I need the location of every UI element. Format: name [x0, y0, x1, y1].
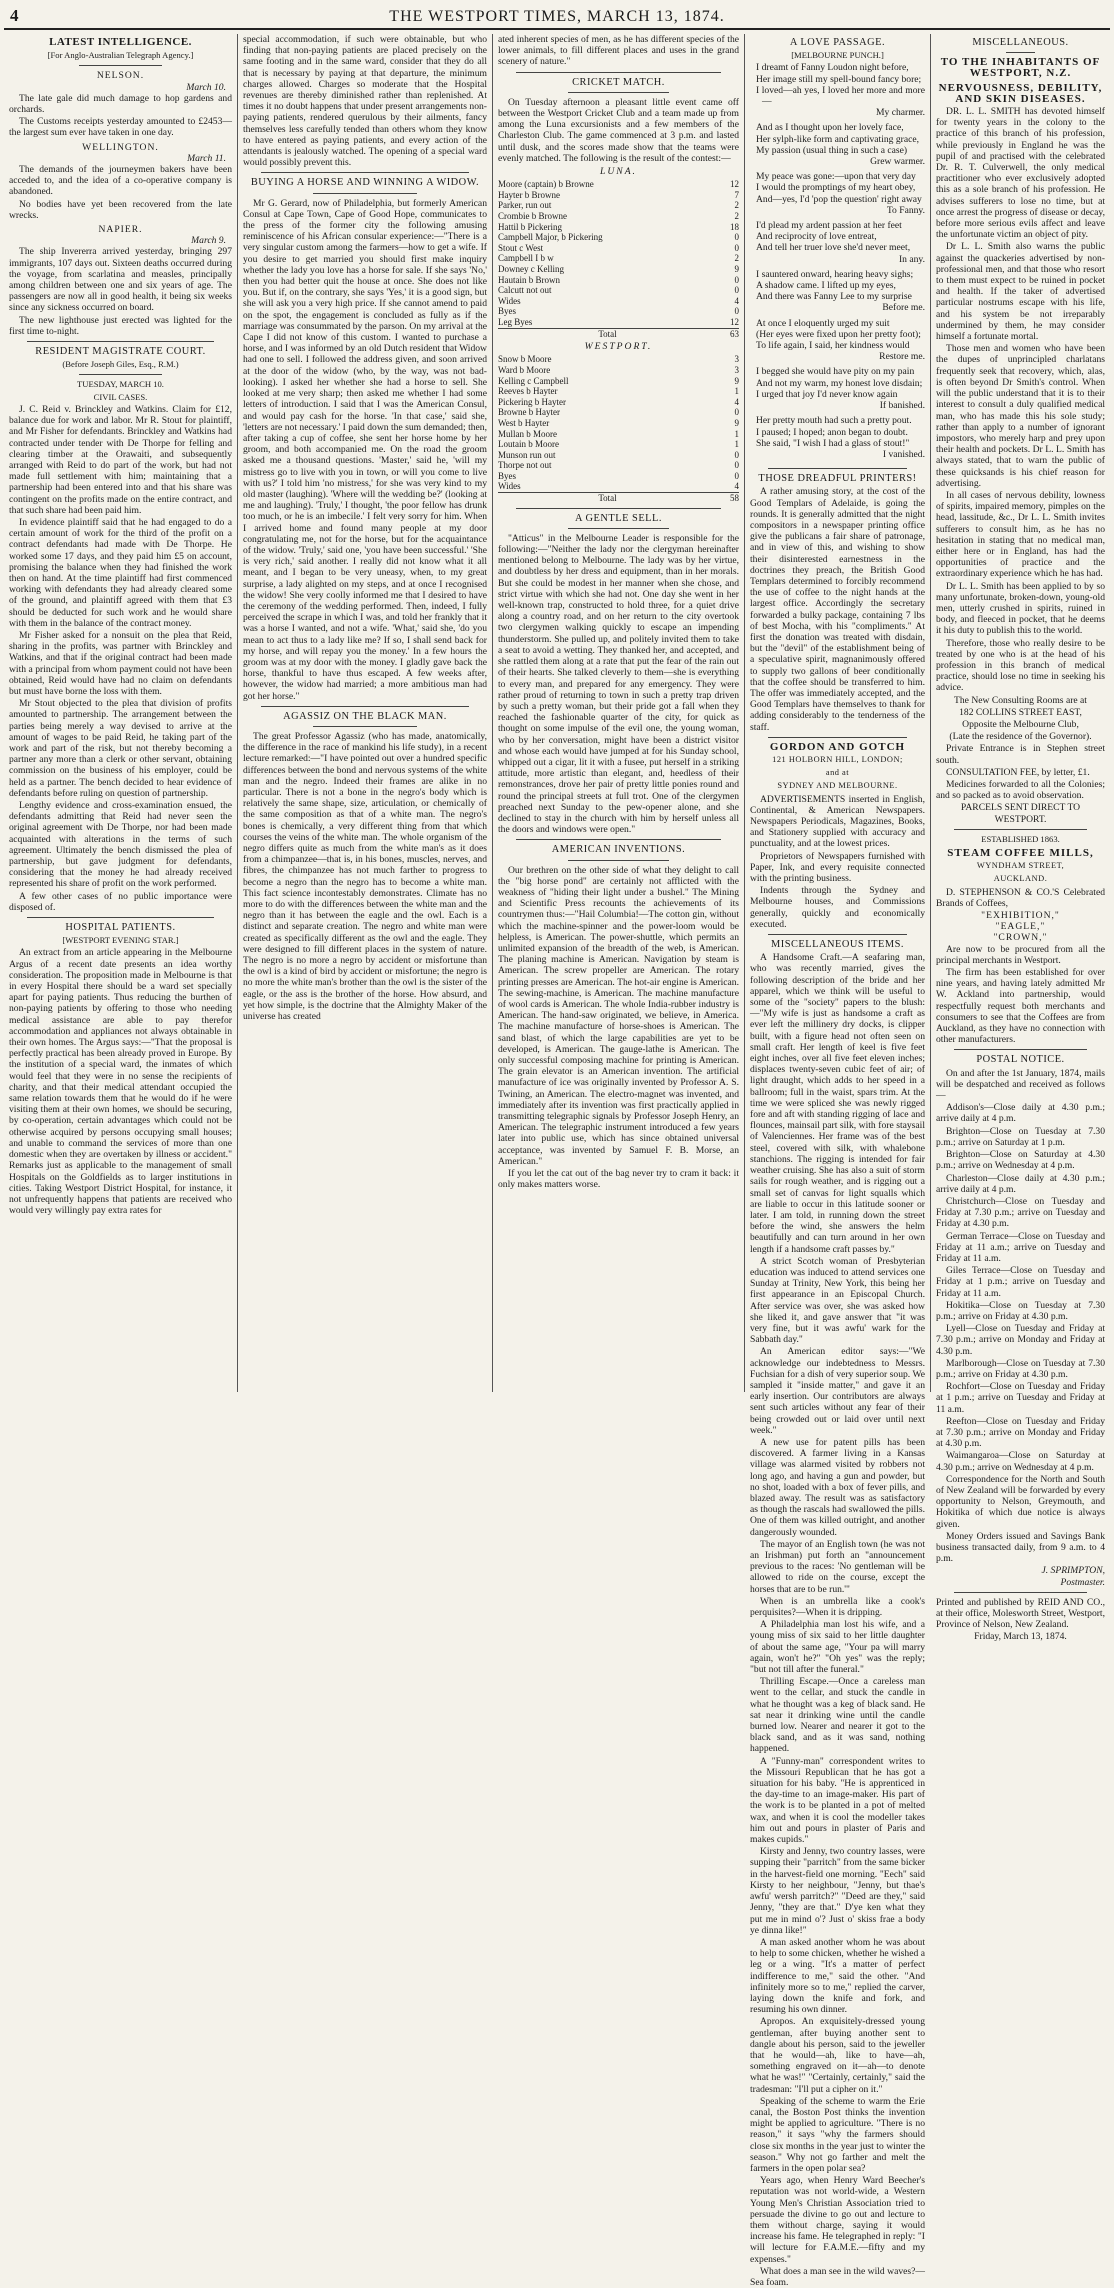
paragraph: DR. L. L. SMITH has devoted himself for twenty years in the colony to the practice of this branch of his profession, while previously in England he was the pupil of and practised with the celebrated Dr. R. T. Culverwell, the only medical practitioner who ever exclusively adopted this as a sole branch of his profession. He advises sufferers to lose no time, but at once arrest the progress of disease or decay, before more serious evils affect and leave the unfortunate victim an object of pity.	[936, 106, 1105, 241]
scorecard-row	[498, 232, 739, 243]
paragraph: Mr G. Gerard, now of Philadelphia, but formerly American Consul at Cape Town, Cape of Good Hope, communicates to the press of the former city the following amusing reminiscence of his African consular experience:—"There is a very singular custom among the farmers—how to get a wife. If you desire to get married you should first make inquiry whether the lady you love has a horse for sale. If she says 'No,' then you had better quit the house at once. She does not like you. But if, on the contrary, she says 'Yes,' it is a good sign, but she will ask you a very high price. If she cannot amend to paid on the spot, the engagement is concluded as fully as if the marriage was consummated by the parson. On my arrival at the Cape I did not know of this custom. I wanted to purchase a horse, and I was informed by an old Dutch resident that Widow had one to sell. I followed the address given, and soon arrived at the door of the widow (who, by the way, was not bad-looking). I asked her whether she had a horse to sell. She looked at me very sharp; then asked me whether I had some letters of introduction. I said that I was the American Consul, and would pay cash for the horse. 'In that case,' said she, 'letters are not necessary.' I paid down the sum demanded; then, after taking a cup of coffee, she sent her horse home by her groom, and both accompanied me. On the road the groom asked me a thousand questions. 'Master,' said he, 'will my mistress go to live with you in town, or will you come to live with us?' I told him 'no mistress,' for she was very kind to my old master (laughing). 'Where will the wedding be?' (looking at me and laughing). 'Truly,' I thought, 'the poor fellow has drunk too much, or he is an imbecile.' I felt very sorry for him. When I arrived home and found many people at my door congratulating me, not for the horse, but for the acquaintance of the widow. 'Truly,' said one, 'you have been successful.' 'She is very rich,' said another. I really did not know what it all meant, and I began to be very uneasy, when, to my great surprise, a lady alighted on my steps, and at once I recognised the widow! She very coolly informed me that I desired to have the ceremony of the wedding performed. Then, indeed, I fully perceived the scrape in which I was, and told her frankly that it was a horse I wanted, and not a wife. 'What,' said she, 'do you mean to act thus to a lady like me? If so, I shall send back for my horse, and will repay you the money.' In a few hours the groom was at my door with the money. I gladly gave back the horse, thankful to have thus escaped. A few weeks after, however, the widow had married; a more ambitious man had got her horse."	[243, 197, 487, 702]
paragraph: A strict Scotch woman of Presbyterian education was induced to attend services one Sunday at Trinity, New York, this being her first appearance in an Episcopal Church. After service was over, she was asked how she liked it, and gave answer that "it was very fine, but it was awfu' wark for the Sabbath day."	[750, 1255, 925, 1346]
paragraph: A few other cases of no public importance were disposed of.	[9, 890, 232, 913]
paragraph: Proprietors of Newspapers furnished with Paper, Ink, and every requisite connected with the printing business.	[750, 850, 925, 885]
runs: 1	[734, 386, 739, 397]
batsman: Parker, run out	[498, 200, 552, 211]
poem-line: I would the promptings of my heart obey,	[756, 182, 916, 194]
paragraph: When is an umbrella like a cook's perquisites?—When it is dripping.	[750, 1595, 925, 1619]
scorecard-row	[498, 386, 739, 397]
poem-line: And there was Fanny Lee to my surprise	[756, 291, 912, 303]
poem-line: And tell her truer love she'd never meet,	[756, 242, 911, 254]
paragraph: Apropos. An exquisitely-dressed young gentleman, after buying another sent to dangle about his person, said to the jeweller that he would—ah, like to have—ah, something engraved on it—ah—to denote what he was!" "Certainly, certainly," said the tradesman: "I'll put a cipher on it."	[750, 2016, 925, 2095]
scorecard-row	[498, 317, 739, 328]
poem-line: I'd plead my ardent passion at her feet	[756, 220, 902, 232]
batsman: Leg Byes	[498, 316, 533, 327]
rm-court-cases: CIVIL CASES.	[93, 391, 148, 402]
heading-rm-court: RESIDENT MAGISTRATE COURT.	[35, 346, 206, 358]
paragraph: Private Entrance is in Stephen street south.	[936, 743, 1105, 766]
coffee-brand: "EXHIBITION,"	[981, 910, 1060, 922]
telegraph-agency-note: [For Anglo-Australian Telegraph Agency.]	[47, 50, 194, 61]
batsman: Pickering b Hayter	[498, 396, 566, 407]
postal-entry: Brighton—Close on Saturday at 4.30 p.m.; arrive on Wednesday at 4 p.m.	[936, 1149, 1105, 1172]
divider	[768, 468, 907, 469]
batsman: Ward b Moore	[498, 364, 551, 375]
poem	[750, 62, 925, 464]
batsman: Reeves b Hayter	[498, 386, 558, 397]
batsman: Browne b Hayter	[498, 407, 560, 418]
paragraph: A "Funny-man" correspondent writes to the Missouri Republican that he has got a situation for his baby. "He is apprenticed in the day-time to an image-maker. His part of the work is to be planted in a pot of melted wax, and when it is cool the modeller takes him out and pours in plaster of Paris and makes cupids."	[750, 1755, 925, 1846]
runs: 7	[734, 189, 739, 200]
divider	[79, 374, 162, 375]
paragraph: Mr Stout objected to the plea that division of profits amounted to partnership. The arrangement between the parties being merely a way devised to arrive at the amount of wages to be paid Reid, he taking part of the work and part of the risk, but not thereby becoming a partner any more than a clerk or other servant, obtaining commission on the business of his employer, could be held as a partner. The bench decided to hear evidence of defendants before ruling on question of partnership.	[9, 698, 232, 799]
scorecard-row	[498, 354, 739, 365]
paragraph: A Handsome Craft.—A seafaring man, who was recently married, gives the following description of the bride and her apparel, which we think will be useful to some of the "society" papers to the blush:—"My wife is just as handsome a craft as ever left the millinery dry docks, is clipper built, with a figure head not often seen on small craft. Her length of keel is five feet eight inches, over all five feet eleven inches; displaces twenty-seven cubic feet of air; of light draught, which adds to her speed in a ballroom; full in the waist, spars trim. At the time we were spliced she was newly rigged fore and aft with standing rigging of lace and flounces, mainsail part silk, with fore staysail of Valenciennes. Her frame was of the best steel, covered with silk, with whalebone stanchions. The rigging is intended for fair weather cruising. She has also a suit of storm sails for rough weather, and is rigging out a small set of canvas for light squalls which are liable to occur in this latitude sooner or later. I am told, in running down the street before the wind, she answers the helm beautifully and can turn around in her own length if a handsome craft passes by."	[750, 952, 925, 1255]
paragraph: What does a man see in the wild waves?—Sea foam.	[750, 2265, 925, 2288]
scorecard-row	[498, 200, 739, 211]
paragraph: J. C. Reid v. Brinckley and Watkins. Claim for £12, balance due for work and labor. Mr R. Stout for plaintiff, and Mr Fisher for defendants. Brinckley and Watkins had contracted under tender with De Thorpe for felling and clearing timber at the Orawaiti, and subsequently arranged with Reid to do part of the work, but had not made full settlement with him; maintaining that a partnership had been entered into and that his share was contingent on the profits made on the entire contract, and that such share had been paid him.	[9, 403, 232, 516]
scorecard-row	[498, 222, 739, 233]
paragraph: If you let the cat out of the bag never try to cram it back: it only makes matters worse.	[498, 1168, 739, 1191]
coffee-brand: "EAGLE,"	[995, 921, 1046, 933]
postal-entry: Charleston—Close daily at 4.30 p.m.; arrive daily at 4 p.m.	[936, 1172, 1105, 1195]
runs: 0	[734, 285, 739, 296]
paragraph: Those men and women who have been the dupes of unprincipled charlatans frequently seek that recovery, which, alas, is often beyond Dr Smith's control. When will the public understand that it is to their interest to consult a duly qualified medical man, who has made this his sole study; rather than apply to a number of ignorant impostors, who merely harp and prey upon their health and pockets. Dr L. L. Smith has always stated, that to warn the public of these quicksands is his chief reason for advertising.	[936, 343, 1105, 489]
paragraph: Medicines forwarded to all the Colonies; and so packed as to avoid observation.	[936, 779, 1105, 802]
batsman: Wides	[498, 295, 521, 306]
divider	[313, 726, 417, 727]
batsman: Calcutt not out	[498, 285, 552, 296]
masthead	[4, 4, 1110, 30]
scorecard-row	[498, 460, 739, 471]
scorecard-row	[498, 306, 739, 317]
paragraph: The New Consulting Rooms are at	[954, 694, 1087, 706]
date-nelson: March 10.	[186, 81, 226, 93]
batsman: Snow b Moore	[498, 354, 552, 365]
batsman: Hautain b Brown	[498, 274, 560, 285]
postal-entry: Lyell—Close on Tuesday and Friday at 7.30 p.m.; arrive on Monday and Friday at 4.30 p.m.	[936, 1323, 1105, 1357]
poem-line: Her sylph-like form and captivating grace,	[756, 133, 920, 145]
coffee-mills-street: WYNDHAM STREET,	[976, 861, 1065, 871]
paragraph: The firm has been established for over nine years, and having lately admitted Mr W. Ackland into partnership, would respectfully request both merchants and consumers to see that the Coffees are from Auckland, as they have no connection with other manufacturers.	[936, 967, 1105, 1046]
heading-buying-horse: BUYING A HORSE AND WINNING A WIDOW.	[250, 177, 480, 189]
runs: 1	[734, 439, 739, 450]
paragraph: ADVERTISEMENTS inserted in English, Continental, & American Newspapers. Newspapers Periodicals, Magazines, Books, and Stationery supplied with accuracy and punctuality, and at the lowest prices.	[750, 793, 925, 850]
paragraph: Lengthy evidence and cross-examination ensued, the defendants admitting that Reid had never seen the original agreement with De Thorpe, nor had been made acquainted with alterations in the terms of such agreement. Ultimately the bench dismissed the plea of partnership, but gave judgment for defendants, considering that the money he had already received represented his share of profit on the work performed.	[9, 800, 232, 890]
paragraph: In all cases of nervous debility, lowness of spirits, impaired memory, pimples on the head, lassitude, &c., Dr L. L. Smith invites sufferers to consult him, as he has no hesitation in stating that no medical man, either here or in England, has had the opportunities of practice and the extraordinary experience which he has had.	[936, 489, 1105, 580]
divider	[27, 917, 214, 918]
batsman: Loutain b Moore	[498, 439, 559, 450]
poem-line: Her pretty mouth had such a pretty pout.	[756, 415, 912, 427]
scorecard-row	[498, 407, 739, 418]
inhabitants-title: TO THE INHABITANTS OF WESTPORT, N.Z.	[940, 56, 1101, 80]
scorecard-row	[498, 376, 739, 387]
poem-line: I begged she would have pity on my pain	[756, 366, 915, 378]
batsman: Hayter b Browne	[498, 189, 560, 200]
poem-line: I sauntered onward, hearing heavy sighs;	[756, 268, 914, 280]
heading-hospital-patients: HOSPITAL PATIENTS.	[65, 922, 176, 934]
runs: 12	[730, 179, 739, 190]
paragraph: Are now to be procured from all the principal merchants in Westport.	[936, 943, 1105, 966]
paragraph: On and after the 1st January, 1874, mails will be despatched and received as follows—	[936, 1067, 1105, 1102]
postal-entry: Reefton—Close on Tuesday and Friday at 7.30 p.m.; arrive on Monday and Friday at 4.30 p.m.	[936, 1415, 1105, 1450]
divider	[313, 193, 417, 194]
runs: 4	[734, 396, 739, 407]
heading-miscellaneous: MISCELLANEOUS.	[972, 37, 1069, 48]
coffee-brand: "CROWN,"	[993, 932, 1048, 944]
paragraph: Thrilling Escape.—Once a careless man went to the cellar, and stuck the candle in what he thought was a keg of black sand. He sat near it drinking wine until the candle burned low. Nearer and nearer it got to the black sand, and as it was sand, nothing happened.	[750, 1676, 925, 1755]
batsman: Stout c West	[498, 242, 544, 253]
paragraph: A Philadelphia man lost his wife, and a young miss of six said to her little daughter of about the same age, "Your pa will marry again, won't he?" "Oh yes" was the reply; "but not till after the funeral."	[750, 1619, 925, 1676]
scorecard-westport	[498, 354, 739, 503]
scorecard-row	[498, 253, 739, 264]
batsman: Hattil b Pickering	[498, 221, 562, 232]
poem-line: At once I eloquently urged my suit	[756, 317, 890, 329]
smith-address: 182 COLLINS STREET EAST,	[959, 706, 1082, 718]
scorecard-row	[498, 264, 739, 275]
poem-line: A shadow came. I lifted up my eyes,	[756, 280, 896, 292]
divider	[568, 528, 669, 529]
heading-american-inventions: AMERICAN INVENTIONS.	[551, 844, 686, 856]
postal-schedule	[936, 1102, 1105, 1473]
paragraph: Indents through the Sydney and Melbourne houses, and Commissions generally, quickly and economically executed.	[750, 885, 925, 930]
paragraph: Correspondence for the North and South of New Zealand will be forwarded by every opportunity to Nelson, Greymouth, and Hokitika of which due notice is always given.	[936, 1473, 1105, 1530]
postal-entry: Christchurch—Close on Tuesday and Friday at 7.30 p.m.; arrive on Tuesday and Friday at 4.30 p.m.	[936, 1195, 1105, 1230]
poem-line: To life again, I said, her kindness would	[756, 340, 910, 352]
coffee-brands	[936, 910, 1105, 944]
poem-line: To Fanny.	[886, 204, 925, 216]
total-label: Total	[498, 493, 717, 504]
page-number: 4	[10, 6, 19, 25]
paragraph: An extract from an article appearing in the Melbourne Argus of a recent date presents an idea worthy consideration. The proposition made in Melbourne is that in every Hospital there should be a ward set specially apart for paying patients. Thus reducing the burthen of non-paying patients by offering to those who needing medical assistance are able to pay therefor accommodation and appliances not always obtainable in their own homes. The Argus says:—"That the proposal is perfectly practical has been already proved in Europe. By the institution of a special ward, the inmates of which would feel that they were in no sense the recipients of charity, and that their medical attendant occupied the same relation towards them that he would do if he were visiting them at their own homes, we should be securing, by co-operation, certain advantages which could not be otherwise acquired by persons occupying small houses; and unable to command the services of more than one domestic when they are overtaken by illness or accident." Remarks just as applicable to the management of small Hospitals on the Goldfields as to larger institutions in cities. Taking Westport District Hospital, for instance, it not unfrequently happens that patients are received who would very willingly pay extra rates for	[9, 947, 232, 1217]
imprint: Printed and published by REID AND CO., at their office, Molesworth Street, Westport, Province of Nelson, New Zealand.	[936, 1596, 1105, 1631]
paragraph: Opposite the Melbourne Club,	[962, 718, 1079, 730]
rm-court-date: TUESDAY, MARCH 10.	[77, 379, 164, 390]
dateline-wellington: WELLINGTON.	[82, 141, 159, 153]
scorecard-row	[498, 243, 739, 254]
batsman: Byes	[498, 470, 516, 481]
scorecard-row	[498, 179, 739, 190]
postal-entry: Hokitika—Close on Tuesday at 7.30 p.m.; arrive on Friday at 4.30 p.m.	[936, 1299, 1105, 1322]
poem-line: If banished.	[879, 400, 925, 412]
runs: 3	[734, 364, 739, 375]
poem-line: My charmer.	[875, 107, 925, 119]
heading-love-passage: A LOVE PASSAGE.	[789, 37, 886, 48]
divider	[954, 1592, 1087, 1593]
coffee-mills-title: STEAM COFFEE MILLS,	[947, 847, 1094, 860]
paragraph: PARCELS SENT DIRECT TO WESTPORT.	[960, 802, 1081, 825]
hospital-source: [WESTPORT EVENING STAR.]	[62, 935, 179, 946]
poem-line: In any.	[898, 253, 925, 265]
divider	[261, 706, 469, 707]
paragraph: The new lighthouse just erected was lighted for the first time to-night.	[9, 314, 232, 337]
postal-entry: Waimangaroa—Close on Saturday at 4.30 p.m.; arrive on Wednesday at 4 p.m.	[936, 1450, 1105, 1473]
masthead-title: THE WESTPORT TIMES, MARCH 13, 1874.	[389, 8, 725, 25]
batsman: Crombie b Browne	[498, 211, 567, 222]
poem-line: My passion (usual thing in such a case)	[756, 144, 908, 156]
runs: 0	[734, 470, 739, 481]
batsman: Wides	[498, 481, 521, 492]
scorecard-row	[498, 481, 739, 492]
heading-agassiz: AGASSIZ ON THE BLACK MAN.	[283, 710, 447, 722]
runs: 0	[734, 306, 739, 317]
paragraph: On Tuesday afternoon a pleasant little event came off between the Westport Cricket Club and a team made up from among the Luna excursionists and a few members of the Charleston Club. The game commenced at 3 p.m. and lasted until dusk, and the scores made show that the teams were evenly matched. The following is the result of the contest:—	[498, 96, 739, 164]
column-5	[930, 34, 1110, 1643]
batsman: Mullan b Moore	[498, 428, 557, 439]
batsman: Moore (captain) b Browne	[498, 179, 594, 190]
runs: 4	[734, 481, 739, 492]
column-4	[744, 34, 930, 2288]
paragraph: No bodies have yet been recovered from the late wrecks.	[9, 198, 232, 221]
scorecard-row	[498, 418, 739, 429]
date-wellington: March 11.	[187, 152, 226, 164]
paragraph: The great Professor Agassiz (who has made, anatomically, the difference in the race of mankind his life study), in a recent lecture remarked:—"I have pointed out over a hundred specific differences between the bond and nervous systems of the white man and the negro. Indeed their frames are alike in no particular. There is not a bone in the negro's body which is relatively the same shape, size, articulation, or chemically of the same composition as that of a white man. The negro's bones is chemically, a very different thing from that which courses the veins of the white man. The whole organism of the negro differs quite as much from the white man's as it does from a chimpanzee—that is, in his bones, muscles, nerves, and fibres, the chimpanzee has not much farther to progress to become a negro than the negro has to become a white man. This fact science incontestably demonstrates. Climate has no more to do with the differences between the white man and the negro than it has between the eagle and the owl. Each is a distinct and separate creation. The negro and white man were created as specifically different as the owl and the eagle. They were designed to fill different places in the system of nature. The negro is no more a negro by accident or misfortune than the owl is a kind of bird by accident or misfortune; the negro is no more the white man's brother than the owl is the sister of the eagle, or the ass is the brother of the horse. How absurd, and yet how simple, is the doctrine that the Almighty Maker of the universe has created	[243, 730, 487, 1023]
heading-cricket-match: CRICKET MATCH.	[572, 76, 665, 88]
heading-gentle-sell: A GENTLE SELL.	[575, 512, 662, 524]
runs: 0	[734, 449, 739, 460]
batsman: West b Hayter	[498, 417, 550, 428]
divider	[261, 172, 469, 173]
scorecard-row	[498, 450, 739, 461]
heading-dreadful-printers: THOSE DREADFUL PRINTERS!	[758, 473, 917, 485]
poem-line: Grew warmer.	[870, 156, 925, 168]
paragraph: "Atticus" in the Melbourne Leader is responsible for the following:—"Neither the lady nor the clergyman hereinafter mentioned belong to Melbourne. The lady was by her virtue, and doubtless by her dress and equipment, than in her morals. But she could be modest in her manner when she chose, and strict virtue with which she had not. One day she went in her well-known trap, constructed to hold three, for a quiet drive along a country road, and on her return to the city overtook two clergymen walking quickly to escape an impending thunderstorm. She pulled up, and politely invited them to take a seat to avoid a wetting. They thanked her, and accepted, and she rattled them along at a rate that put the fear of the rain out of their hearts. She talked cleverly to them—she is everything to every man, and prepared for any emergency. They were rather proud of returning to town in such a pretty trap driven by such a pretty woman, but their pride got a fall when they reached the fashionable quarter of the city, for quick as thought on some impulse of the evil one, the young woman, who by her conversation, might have been a district visitor and whose each would have jumped at for his Sunday school, whipped out a cigar, lit it with a fusee, put herself in a striking attitude, more artistic than elegant, and, heedless of their remonstrances, drove her pair of pretty little ponies round and round the principal streets at full trot. One of the clergymen preached next Sunday to the pew-opener alone, and she declined to stay in the church with him by herself unless all the doors and windows were open."	[498, 532, 739, 836]
gordon-gotch-title: GORDON AND GOTCH	[769, 740, 906, 753]
divider	[768, 737, 907, 738]
poem-line: And not my warm, my honest love disdain;	[756, 377, 923, 389]
scorecard-row	[498, 365, 739, 376]
runs: 9	[734, 375, 739, 386]
nervousness-title: NERVOUSNESS, DEBILITY, AND SKIN DISEASES.	[938, 81, 1103, 105]
paragraph: A rather amusing story, at the cost of the Good Templars of Adelaide, is going the rounds. It is generally admitted that the night compositors in a newspaper printing office give the publicans a fair share of patronage, and in view of this, and wishing to show their disinterested earnestness in the doctrines they preach, the British Good Templars determined to forcibly recommend the use of coffee to the night hands at the largest office. Accordingly the secretary forwarded a bulky package, containing 7 lbs of best Mocha, with his "compliments." At first the donation was treated with disdain, but the "devil" of the establishment being of a speculative spirit, magnanimously offered to supply two gallons of beer conditionally that the coffee should be transferred to him. The offer was immediately accepted, and the Good Templars have themselves to thank for adding considerably to the tenderness of the staff.	[750, 486, 925, 733]
runs: 0	[734, 274, 739, 285]
love-passage-source: [MELBOURNE PUNCH.]	[791, 50, 884, 61]
paragraph: Speaking of the scheme to warm the Erie canal, the Boston Post thinks the invention might be applied to agriculture. "There is no reason," it says "why the farmers should close six months in the year just to winter the season." Why not go farther and melt the farmers in the open polar sea?	[750, 2095, 925, 2174]
paragraph: An American editor says:—"We acknowledge our indebtedness to Messrs. Fuchsian for a dish of very superior soup. We sampled it "inside matter," and gave it an early insertion. Our contributors are always sent such articles without any fear of their being crowded out or laid over until next week."	[750, 1346, 925, 1436]
heading-misc-items: MISCELLANEOUS ITEMS.	[771, 939, 904, 951]
paragraph: The demands of the journeymen bakers have been acceded to, and the idea of a co-operative company is abandoned.	[9, 164, 232, 198]
scorecard-row	[498, 397, 739, 408]
paragraph: The Customs receipts yesterday amounted to £2453—the largest sum ever have taken in one day.	[9, 116, 232, 139]
postal-entry: Addison's—Close daily at 4.30 p.m.; arrive daily at 4 p.m.	[936, 1102, 1105, 1125]
runs: 9	[734, 417, 739, 428]
runs: 9	[734, 263, 739, 274]
runs: 3	[734, 354, 739, 365]
runs: 4	[734, 295, 739, 306]
paragraph: Dr L. L. Smith also warns the public against the quackeries advertised by non-professional men, and that those who resort to them must expect to be ruined in pocket and health. If the taker of advertised particular nostrums escape with his life, and his system be not irreparably undermined by them, he may consider himself a fortunate mortal.	[936, 241, 1105, 343]
batsman: Kelling c Campbell	[498, 375, 569, 386]
scorecard-row	[498, 429, 739, 440]
divider	[79, 65, 162, 66]
rm-court-bench: (Before Joseph Giles, Esq., R.M.)	[62, 359, 179, 370]
paragraph: Kirsty and Jenny, two country lasses, were supping their "parritch" from the same bicker in the harvest-field one morning. "Eech" said Kirsty to her neighbour, "Jenny, but thae's awfu' wersh parritch?" "Deed are they," said Jenny, "they are that." D'ye ken what they put me in mind o'? Just o' skiss frae a body ye dinna like!"	[750, 1846, 925, 1936]
runs: 2	[734, 211, 739, 222]
batsman: Thorpe not out	[498, 460, 552, 471]
runs: 0	[734, 407, 739, 418]
paragraph: In evidence plaintiff said that he had engaged to do a certain amount of work for the third of the profit on a contract defendants had made with De Thorpe. He worked some 17 days, and they paid him £5 on account, promising the balance when they had finished the work then on hand. At the time plaintiff had first commenced working with defendants they had already cleared some of the ground, and plaintiff agreed with them that £3 should be deducted for such work and he would share with them in the balance of the contract money.	[9, 516, 232, 629]
batsman: Byes	[498, 306, 516, 317]
divider	[568, 92, 669, 93]
column-2	[237, 34, 492, 1392]
poem-line: I loved—ah yes, I loved her more and more—	[756, 84, 925, 108]
paragraph: Our brethren on the other side of what they delight to call the "big horse pond" are certainly not afflicted with the weakness of "hiding their light under a bushel." The Mining and Scientific Press recounts the achievements of its countrymen thus:—"Hail Columbia!—The cotton gin, without which the machine-spinner and the power-loom would be helpless, is American. The power-shuttle, which permits an unlimited expansion of the breadth of the web, is American. The planing machine is American. Navigation by steam is American. The screw propeller are American. The rotary printing presses are American. The hot-air engine is American. The sewing-machine, is American. The machine manufacture of wool cards is American. The whole India-rubber industry is American. The hand-saw originated, we believe, in America. The machine manufacture of horse-shoes is American. The sand blast, of which the large capabilities are yet to be developed, is American. The gauge-lathe is American. The only successful composing machine for printing is American. The grain elevator is an American invention. The artificial manufacture of ice was originally invented by Professor A. S. Twining, an American. The electro-magnet was invented, and immediately after its invention was first practically applied in transmitting telegraphic signals by Professor Joseph Henry, an American. The telegraphic instrument introduced a few years later into public use, which has since obtained universal acceptance, was invented by Samuel F. B. Morse, an American."	[498, 864, 739, 1167]
batsman: Downey c Kelling	[498, 263, 564, 274]
divider	[768, 934, 907, 935]
runs: 12	[730, 316, 739, 327]
postmaster-title: Postmaster.	[1060, 1576, 1105, 1588]
divider	[954, 1049, 1087, 1050]
paragraph: Years ago, when Henry Ward Beecher's reputation was not world-wide, a Western Young Men's Christian Association tried to persuade the divine to go out and lecture to them without charge, saying it would increase his fame. He telegraphed in reply: "I will lecture for F.A.M.E.—fifty and my expenses."	[750, 2175, 925, 2265]
poem-line: I vanished.	[882, 448, 925, 460]
scorecard-row	[498, 439, 739, 450]
poem-line: I paused; I hoped; anon began to doubt.	[756, 426, 908, 438]
runs: 2	[734, 253, 739, 264]
divider	[516, 839, 721, 840]
gordon-gotch-and: and at	[825, 768, 850, 778]
divider	[516, 508, 721, 509]
poem-line: I urged that joy I'd never know again	[756, 388, 898, 400]
postmaster-name: J. SPRIMPTON,	[1041, 1565, 1105, 1577]
scorecard-row	[498, 471, 739, 482]
total-runs: 58	[717, 493, 739, 504]
divider	[27, 341, 214, 342]
date-napier: March 9.	[191, 235, 226, 247]
postal-entry: Giles Terrace—Close on Tuesday and Friday at 1 p.m.; arrive on Tuesday and Friday at 11 a.m.	[936, 1265, 1105, 1299]
paragraph: D. STEPHENSON & CO.'S Celebrated Brands of Coffees,	[936, 886, 1105, 909]
column-3	[492, 34, 744, 1392]
paragraph: Mr Fisher asked for a nonsuit on the plea that Reid, sharing in the profits, was partner with Brinckley and Watkins, and that if the original contract had been made with a principal from whom payment could not have been obtained, Reid would have had no claim on defendants but must have borne the loss with them.	[9, 629, 232, 697]
stanza-gap	[756, 460, 925, 464]
postal-entry: Marlborough—Close on Tuesday at 7.30 p.m.; arrive on Friday at 4.30 p.m.	[936, 1357, 1105, 1380]
poem-line: And as I thought upon her lovely face,	[756, 122, 904, 134]
runs: 2	[734, 200, 739, 211]
dateline-napier: NAPIER.	[98, 224, 143, 236]
poem-line: She said, "I wish I had a glass of stout!"	[756, 437, 910, 449]
divider	[954, 829, 1087, 830]
paragraph: special accommodation, if such were obtainable, but who finding that non-paying patients are placed precisely on the same footing and in the same ward, consider that they do all that is necessary by paying at that departure, the minimum charges allowed. Charges so moderate that the Hospital revenues are thereby diminished rather than replenished. At times it no doubt happens that under present arrangements non-paying patients, rendered querulous by their ailments, fancy themselves less carefully tended than others whom they know to have entered as paying patients, and every action of the attendants is jealously watched. The opening of a special ward would possibly prevent this.	[243, 34, 487, 169]
team-luna-heading: LUNA.	[600, 166, 637, 178]
scorecard-row	[498, 285, 739, 296]
paragraph: The mayor of an English town (he was not an Irishman) put forth an "announcement previous to the races: 'No gentleman will be allowed to ride on the course, except the horses that are to be run.'"	[750, 1538, 925, 1595]
heading-latest-intelligence: LATEST INTELLIGENCE.	[49, 36, 192, 48]
postal-entry: German Terrace—Close on Tuesday and Friday at 11 a.m.; arrive on Tuesday and Friday at 11 a.m.	[936, 1230, 1105, 1264]
scorecard-row	[498, 275, 739, 286]
scorecard-row	[498, 211, 739, 222]
gordon-gotch-address: 121 HOLBORN HILL, LONDON;	[772, 754, 903, 764]
column-1	[4, 34, 237, 1392]
paragraph: The late gale did much damage to hop gardens and orchards.	[9, 92, 232, 116]
runs: 1	[734, 428, 739, 439]
imprint-date: Friday, March 13, 1874.	[974, 1631, 1067, 1643]
poem-line: Restore me.	[879, 351, 925, 363]
poem-line: Her image still my spell-bound fancy bore;	[756, 73, 922, 85]
dateline-nelson: NELSON.	[96, 70, 145, 82]
gordon-gotch-cities: SYDNEY AND MELBOURNE.	[777, 781, 898, 791]
runs: 0	[734, 232, 739, 243]
poem-line: And reciprocity of love entreat,	[756, 231, 877, 243]
postal-entry: Rochfort—Close on Tuesday and Friday at 1 p.m.; arrive on Tuesday and Friday at 11 a.m.	[936, 1381, 1105, 1415]
team-westport-heading: WESTPORT.	[584, 341, 653, 353]
postal-entry: Brighton—Close on Tuesday at 7.30 p.m.; arrive on Saturday at 1 p.m.	[936, 1125, 1105, 1148]
divider	[568, 860, 669, 861]
paragraph: (Late the residence of the Governor).	[949, 731, 1092, 743]
scorecard-row	[498, 296, 739, 307]
paragraph: The ship Invererra arrived yesterday, bringing 297 immigrants, 107 days out. Sixteen deaths occurred during the voyage, from scarlatina and measles, principally among children between one and six years of age. The passengers are now all in good health, it being six weeks since any sickness occurred on board.	[9, 246, 232, 314]
poem-line: (Her eyes were fixed upon her pretty foot);	[756, 328, 921, 340]
paragraph: Dr L. L. Smith has been applied to by so many unfortunate, broken-down, young-old men, utterly crushed in spirits, ruined in body, and fleeced in pocket, that he deems it his duty to publish this to the world.	[936, 580, 1105, 637]
total-runs: 63	[717, 328, 739, 339]
poem-line: And—yes, I'd 'pop the question' right away	[756, 193, 922, 205]
runs: 0	[734, 460, 739, 471]
paragraph: CONSULTATION FEE, by letter, £1.	[946, 766, 1090, 778]
paragraph: A new use for patent pills has been discovered. A farmer living in a Kansas village was alarmed visited by robbers not long ago, and having a gun and powder, but no shot, loaded with a box of fever pills, and blazed away. The result was as satisfactory as though the rascals had swallowed the pills. One of them was killed outright, and another dangerously wounded.	[750, 1436, 925, 1538]
poem-line: I dreamt of Fanny Loudon night before,	[756, 62, 909, 74]
scorecard-total	[498, 493, 739, 504]
runs: 18	[730, 221, 739, 232]
coffee-mills-city: AUCKLAND.	[993, 874, 1048, 884]
scorecard-luna	[498, 179, 739, 339]
heading-postal-notice: POSTAL NOTICE.	[976, 1054, 1065, 1066]
total-label: Total	[498, 328, 717, 339]
batsman: Campbell I b w	[498, 253, 554, 264]
poem-line: My peace was gone:—upon that very day	[756, 171, 916, 183]
divider	[516, 72, 721, 73]
divider	[1006, 52, 1035, 53]
scorecard-total	[498, 328, 739, 339]
paragraph: Therefore, those who really desire to be treated by one who is at the head of his profession in this branch of medical practice, should lose no time in seeking his advice.	[936, 637, 1105, 694]
paragraph: ated inherent species of men, as he has different species of the lower animals, to fill different places and uses in the grand scenery of nature."	[498, 34, 739, 68]
established-note: ESTABLISHED 1863.	[981, 833, 1060, 844]
runs: 0	[734, 242, 739, 253]
batsman: Munson run out	[498, 449, 556, 460]
batsman: Campbell Major, b Pickering	[498, 232, 603, 243]
paragraph: Money Orders issued and Savings Bank business transacted daily, from 9 a.m. to 4 p.m.	[936, 1530, 1105, 1565]
poem-line: Before me.	[882, 302, 925, 314]
scorecard-row	[498, 190, 739, 201]
paragraph: A man asked another whom he was about to help to some chicken, whether he wished a leg or a wing. "It's a matter of perfect indifference to me," said the other. "And infinitely more so to me," replied the carver, laying down the knife and fork, and resuming his own dinner.	[750, 1936, 925, 2016]
